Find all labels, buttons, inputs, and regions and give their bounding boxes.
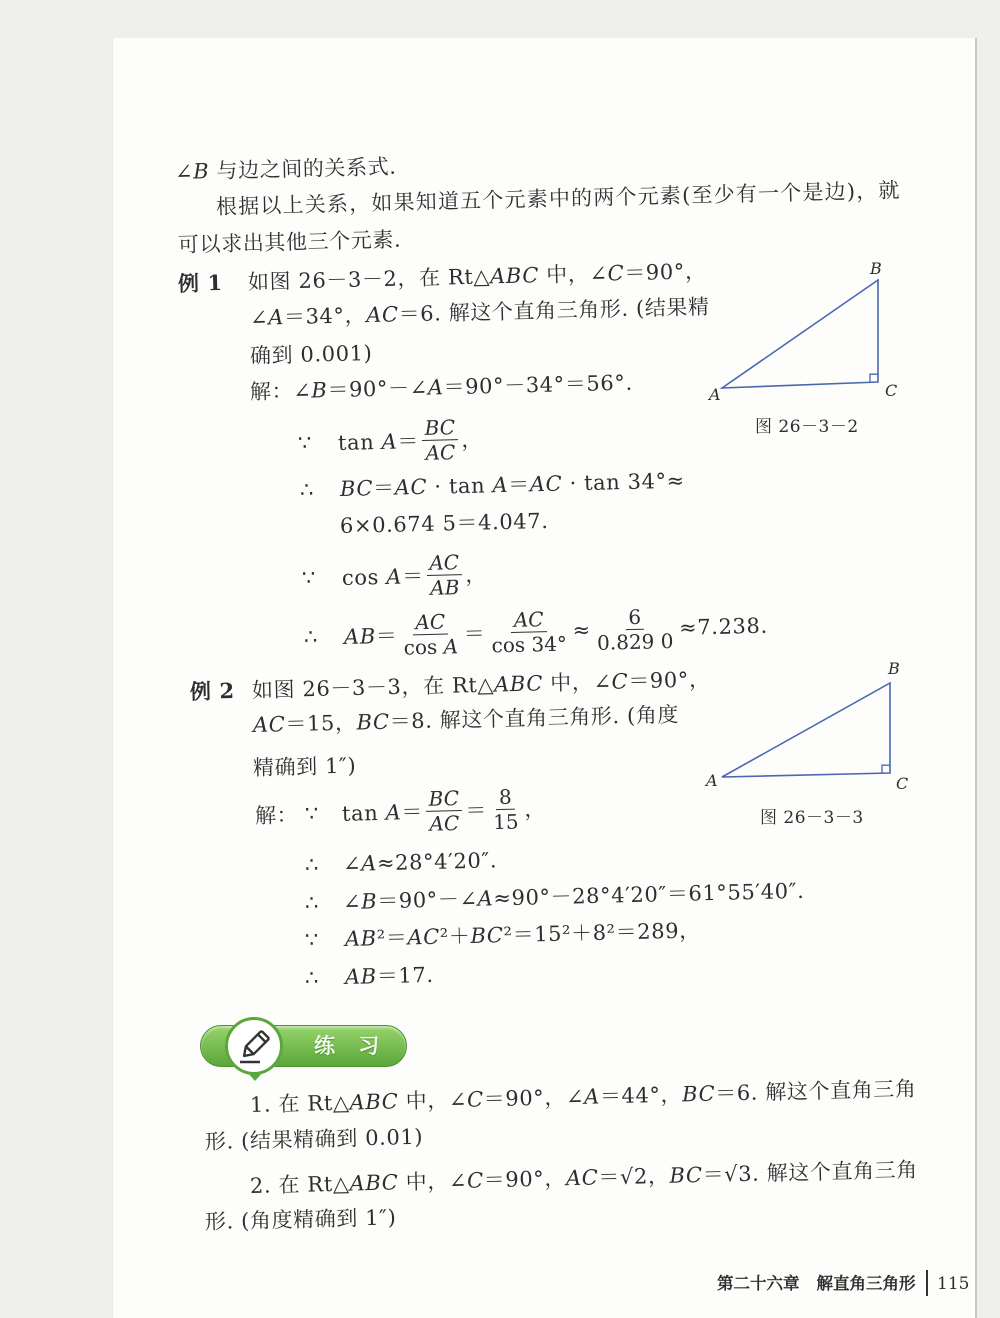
- example-2-step-angle-a: [305, 846, 498, 879]
- fraction: [425, 785, 463, 835]
- example-1-step-tan: [297, 410, 483, 471]
- fraction: [489, 784, 522, 834]
- math-variable: AC: [529, 471, 563, 497]
- math-variable: ABC: [489, 263, 540, 289]
- math-variable: AC: [565, 1165, 599, 1191]
- fraction: [400, 609, 462, 659]
- therefore-symbol: ∴: [303, 624, 319, 649]
- math-variable: AC: [365, 302, 399, 328]
- step-lhs: tan A＝: [341, 799, 424, 826]
- fraction-numerator: [421, 415, 458, 441]
- triangle-outline: [722, 280, 878, 388]
- math-variable: AC: [425, 439, 456, 465]
- therefore-symbol: ∴: [304, 852, 320, 877]
- math-variable: ABC: [493, 671, 544, 697]
- math-variable: A: [360, 851, 378, 876]
- math-variable: AB: [343, 624, 377, 650]
- because-symbol: ∵: [301, 565, 317, 590]
- step-text: AB²＝AC²＋BC²＝15²＋8²＝289，: [344, 918, 702, 952]
- math-variable: AB: [344, 926, 378, 952]
- math-variable: BC: [681, 1081, 716, 1107]
- footer-chapter: 第二十六章: [717, 1274, 800, 1293]
- step-tail: ，: [465, 562, 488, 588]
- math-variable: BC: [669, 1162, 703, 1188]
- math-variable: A: [477, 886, 494, 911]
- example-1-problem-line-1: 如图 26－3－2，在 Rt△ABC 中，∠C＝90°，: [247, 259, 707, 295]
- solution-step: ∠B＝90°－∠A＝90°－34°＝56°.: [292, 370, 633, 403]
- example-1-label: 例 1: [177, 269, 224, 296]
- math-variable: BC: [339, 476, 374, 502]
- math-variable: BC: [424, 414, 456, 440]
- step-lhs: cos A＝: [341, 564, 424, 591]
- example-2-problem-line-3: 精确到 1″): [252, 753, 357, 780]
- solution-label: 解：: [249, 378, 294, 404]
- fraction: [421, 415, 459, 465]
- triangle-outline: [722, 683, 890, 777]
- math-variable: A: [267, 305, 285, 330]
- math-variable: C: [466, 1087, 485, 1112]
- vertex-label-c: C: [885, 381, 898, 400]
- fraction-numerator: 6: [625, 604, 644, 629]
- operator: ＝: [464, 798, 488, 823]
- math-variable: A: [492, 472, 509, 498]
- fraction-numerator: [510, 607, 546, 633]
- math-variable: A: [381, 429, 398, 454]
- math-variable: A: [385, 564, 403, 589]
- math-variable: B: [192, 159, 210, 184]
- footer-chapter-title: 解直角三角形: [816, 1274, 916, 1293]
- intro-line-1: ∠B 与边之间的关系式.: [174, 154, 397, 184]
- vertex-label-c: C: [896, 774, 909, 793]
- math-variable: C: [466, 1168, 485, 1193]
- fraction-denominator: 0.829 0: [596, 628, 674, 655]
- therefore-symbol: ∴: [304, 890, 320, 915]
- right-angle-marker: [870, 374, 878, 382]
- operator: ＝: [463, 621, 486, 647]
- vertex-label-b: B: [888, 659, 900, 678]
- step-text: ∠A≈28°4′20″.: [342, 848, 498, 877]
- exercise-2-line-1: 2. 在 Rt△ABC 中，∠C＝90°，AC＝√2，BC＝√3. 解这个直角三角: [249, 1157, 919, 1198]
- page-footer: [717, 1273, 916, 1295]
- fraction-numerator: [412, 609, 448, 635]
- math-variable: C: [607, 261, 625, 286]
- figure-caption: 图 26－3－2: [755, 417, 859, 437]
- step-lhs: tan A＝: [337, 429, 420, 456]
- vertex-label-b: B: [870, 259, 882, 278]
- figure-caption: 图 26－3－3: [760, 808, 864, 828]
- fraction: [593, 603, 677, 654]
- example-1-step-ab: [303, 598, 768, 665]
- math-variable: A: [583, 1084, 601, 1109]
- fraction-numerator: [425, 785, 462, 811]
- because-symbol: ∵: [304, 801, 320, 826]
- therefore-symbol: ∴: [299, 477, 315, 502]
- example-2-problem-line-1: 如图 26－3－3，在 Rt△ABC 中，∠C＝90°，: [251, 667, 711, 703]
- example-2-problem-line-2: AC＝15，BC＝8. 解这个直角三角形. (角度: [252, 702, 680, 737]
- fraction-denominator: cos A: [403, 633, 459, 660]
- vertex-label-a: A: [709, 385, 721, 404]
- fraction-denominator: cos 34°: [491, 631, 568, 657]
- footer-divider: [926, 1270, 928, 1296]
- fraction-numerator: [426, 550, 462, 576]
- exercise-1-line-1: 1. 在 Rt△ABC 中，∠C＝90°，∠A＝44°，BC＝6. 解这个直角三角: [249, 1076, 917, 1117]
- operator: ≈: [572, 617, 592, 643]
- example-1-step-bc-result: 6×0.674 5＝4.047.: [339, 508, 549, 538]
- fraction: [426, 550, 463, 600]
- exercise-1-line-2: 形. (结果精确到 0.01): [204, 1124, 424, 1154]
- math-variable: AC: [407, 924, 441, 950]
- math-variable: AC: [429, 549, 460, 575]
- step-lhs: AB＝: [343, 623, 398, 650]
- math-variable: ABC: [349, 1089, 399, 1115]
- fraction-numerator: 8: [496, 784, 515, 809]
- math-variable: B: [360, 889, 378, 914]
- fraction-denominator: [426, 810, 462, 835]
- math-variable: AC: [252, 712, 286, 737]
- math-variable: B: [311, 378, 328, 403]
- example-2-label: 例 2: [189, 677, 236, 704]
- fraction: [488, 606, 570, 657]
- math-variable: AB: [344, 964, 378, 990]
- example-1-problem-line-2: ∠A＝34°，AC＝6. 解这个直角三角形. (结果精: [249, 294, 710, 330]
- page-number: 115: [937, 1274, 970, 1294]
- because-symbol: ∵: [304, 927, 320, 952]
- step-tail: ≈7.238.: [678, 613, 768, 640]
- math-variable: AC: [513, 606, 544, 632]
- math-variable: AC: [429, 810, 460, 836]
- fraction-denominator: [427, 575, 463, 600]
- right-angle-marker: [882, 765, 890, 773]
- step-text: BC＝AC · tan A＝AC · tan 34°≈: [339, 468, 686, 502]
- step-text: AB＝17.: [344, 962, 434, 990]
- math-variable: BC: [356, 709, 390, 735]
- fraction-denominator: 15: [492, 809, 519, 834]
- step-tail: ，: [460, 427, 484, 453]
- intro-line-3: 可以求出其他三个元素.: [177, 227, 402, 257]
- because-symbol: ∵: [297, 430, 313, 455]
- pencil-icon: [235, 1027, 273, 1065]
- math-variable: A: [427, 375, 444, 400]
- figure-26-3-3-triangle: [700, 655, 915, 795]
- pencil-badge: [225, 1017, 283, 1075]
- exercise-banner: [196, 1014, 411, 1080]
- math-variable: A: [385, 800, 402, 825]
- math-variable: BC: [470, 923, 504, 948]
- math-variable: ABC: [349, 1170, 399, 1196]
- badge-pointer: [247, 1072, 263, 1081]
- fraction-denominator: [422, 440, 458, 465]
- example-2-step-ab: [305, 961, 434, 992]
- step-tail: ，: [524, 796, 547, 822]
- step-text: ∠B＝90°－∠A≈90°－28°4′20″＝61°55′40″.: [342, 878, 805, 915]
- exercise-2-line-2: 形. (角度精确到 1″): [204, 1205, 397, 1234]
- example-2-step-tan: [254, 780, 546, 843]
- math-variable: BC: [428, 785, 460, 811]
- exercise-banner-title: 练 习: [314, 1033, 388, 1058]
- therefore-symbol: ∴: [304, 965, 320, 990]
- vertex-label-a: A: [706, 771, 718, 790]
- math-variable: A: [443, 633, 459, 659]
- figure-26-3-2-triangle: [700, 255, 915, 405]
- example-1-step-cos: [301, 545, 487, 606]
- math-variable: AC: [394, 474, 428, 500]
- math-variable: AB: [429, 574, 460, 600]
- intro-line-2: 根据以上关系，如果知道五个元素中的两个元素(至少有一个是边)，就: [215, 178, 901, 219]
- math-variable: AC: [415, 609, 446, 634]
- example-1-problem-line-3: 确到 0.001): [249, 341, 373, 368]
- solution-label: 解：: [254, 802, 299, 828]
- math-variable: C: [611, 669, 629, 694]
